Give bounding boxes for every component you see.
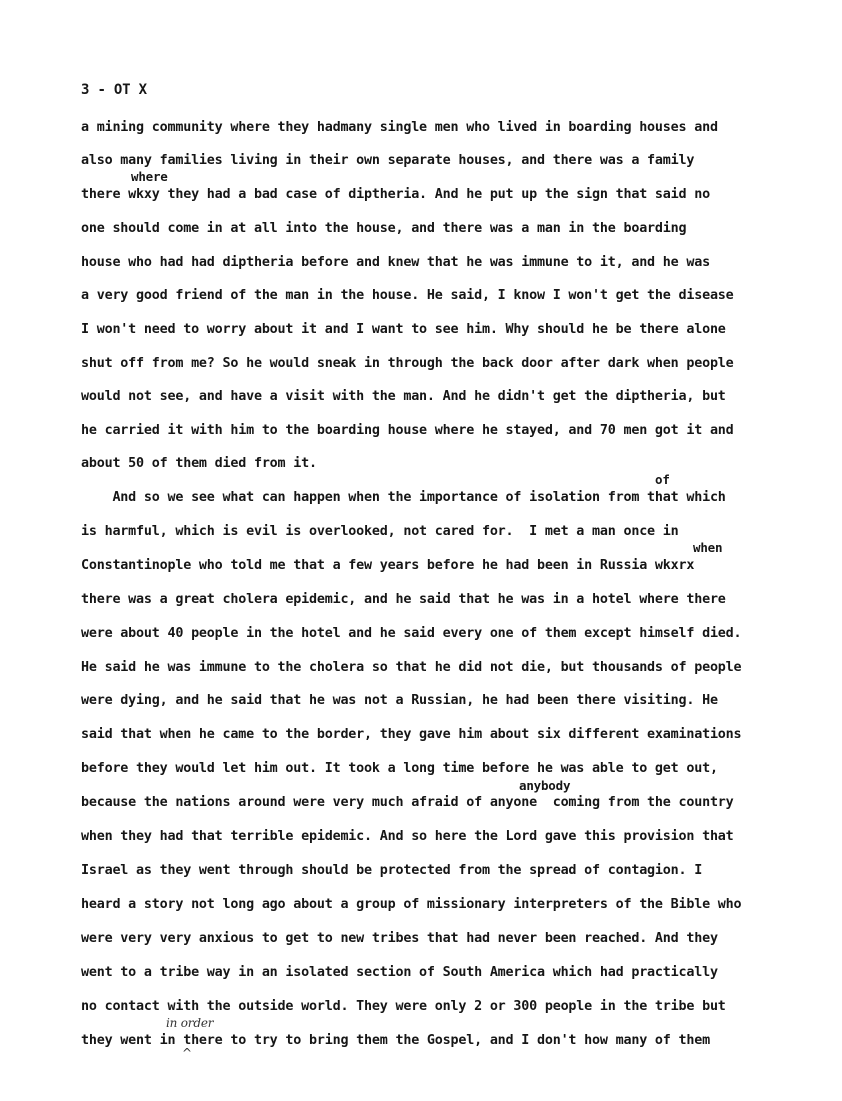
insertion-caret-mark: ^ (182, 1046, 192, 1060)
text-line: one should come in at all into the house, and there was a man in the boarding (81, 221, 687, 236)
text-line: heard a story not long ago about a group of missionary interpreters of the Bible who (81, 897, 742, 912)
text-line: He said he was immune to the cholera so that he did not die, but thousands of people (81, 660, 742, 675)
interlinear-insertion: of (655, 472, 670, 487)
text-line: about 50 of them died from it. (81, 456, 317, 471)
text-line: would not see, and have a visit with the man. And he didn't get the diptheria, but (81, 389, 726, 404)
text-line: And so we see what can happen when the importance of isolation from that which (81, 490, 726, 505)
text-line: were dying, and he said that he was not a Russian, he had been there visiting. He (81, 693, 718, 708)
text-line: is harmful, which is evil is overlooked, not cared for. I met a man once in (81, 524, 679, 539)
text-line: Israel as they went through should be protected from the spread of contagion. I (81, 863, 703, 878)
text-line: said that when he came to the border, they gave him about six different examinations (81, 727, 742, 742)
text-line: Constantinople who told me that a few years before he had been in Russia wkxrx (81, 558, 695, 573)
page-header: 3 - OT X (81, 82, 147, 98)
text-line: a mining community where they hadmany single men who lived in boarding houses and (81, 120, 718, 135)
text-line: there wkxy they had a bad case of diptheria. And he put up the sign that said no (81, 187, 710, 202)
text-line: went to a tribe way in an isolated section of South America which had practically (81, 965, 718, 980)
interlinear-insertion: when (693, 540, 723, 555)
text-line: he carried it with him to the boarding house where he stayed, and 70 men got it and (81, 423, 734, 438)
text-line: before they would let him out. It took a long time before he was able to get out, (81, 761, 718, 776)
text-line: there was a great cholera epidemic, and he said that he was in a hotel where there (81, 592, 726, 607)
interlinear-insertion: where (131, 169, 168, 184)
interlinear-insertion: anybody (519, 778, 571, 793)
text-line: were about 40 people in the hotel and he said every one of them except himself died. (81, 626, 742, 641)
text-line: shut off from me? So he would sneak in through the back door after dark when people (81, 356, 734, 371)
text-line: house who had had diptheria before and knew that he was immune to it, and he was (81, 255, 710, 270)
handwritten-insertion: in order (166, 1016, 214, 1030)
text-line: because the nations around were very much afraid of anyone coming from the country (81, 795, 734, 810)
text-line: I won't need to worry about it and I want to see him. Why should he be there alone (81, 322, 726, 337)
text-line: they went in there to try to bring them the Gospel, and I don't how many of them (81, 1033, 710, 1048)
text-line: no contact with the outside world. They were only 2 or 300 people in the tribe but (81, 999, 726, 1014)
text-line: a very good friend of the man in the house. He said, I know I won't get the disease (81, 288, 734, 303)
text-line: were very very anxious to get to new tribes that had never been reached. And they (81, 931, 718, 946)
text-line: when they had that terrible epidemic. And so here the Lord gave this provision that (81, 829, 734, 844)
text-line: also many families living in their own separate houses, and there was a family (81, 153, 695, 168)
